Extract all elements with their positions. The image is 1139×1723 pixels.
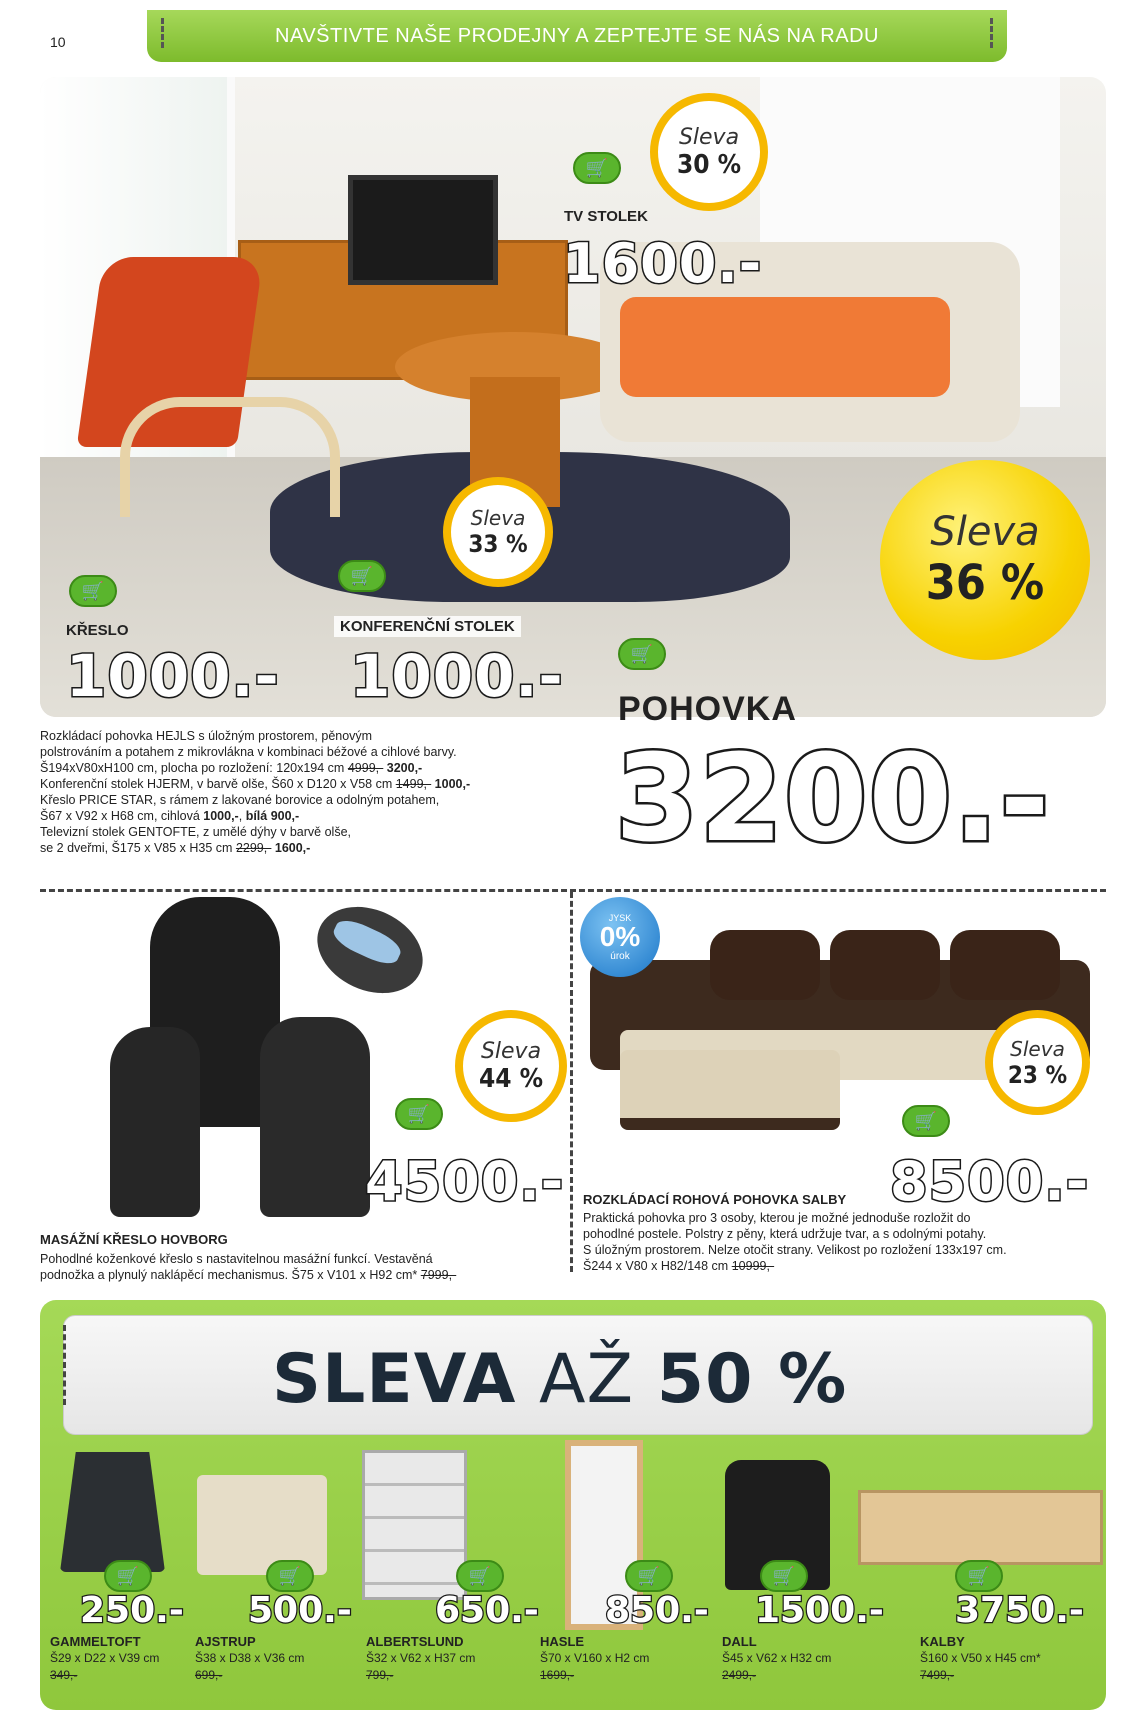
desc-line: se 2 dveřmi, Š175 x V85 x H35 cm 2299,- 1600,-: [40, 841, 311, 855]
old-price: 2299,-: [235, 841, 272, 855]
hovborg-description: [40, 1251, 560, 1283]
trolley-image: [362, 1450, 467, 1600]
sale-item-name: ALBERTSLUND: [366, 1634, 464, 1649]
jysk-zero-interest-badge: [580, 897, 660, 977]
hovborg-title: MASÁŽNÍ KŘESLO HOVBORG: [40, 1232, 228, 1247]
shopping-cart-icon: 🛒: [456, 1560, 504, 1592]
sale-item-dims: Š45 x V62 x H32 cm: [722, 1651, 832, 1665]
sleva-pct: 33 %: [468, 530, 528, 558]
desc-line: pohodlné postele. Polstry z pěny, která udržuje tvar, a s odolnými potahy.: [583, 1227, 987, 1241]
section-divider: [40, 889, 1106, 892]
sale-item-dims: Š160 x V50 x H45 cm*: [920, 1651, 1041, 1665]
new-price: 3200,-: [386, 761, 423, 775]
sale-item-price: 500.-: [248, 1590, 352, 1631]
sale-item-dims: Š29 x D22 x V39 cm: [50, 1651, 160, 1665]
page-number: 10: [50, 34, 66, 50]
tv-stolek-price: 1600.-: [563, 232, 763, 295]
pouf-image: [197, 1475, 327, 1575]
old-price: 4999,-: [347, 761, 384, 775]
hero-description: [40, 728, 560, 856]
desc-line: Rozkládací pohovka HEJLS s úložným prostorem, pěnovým: [40, 729, 373, 743]
desc-line: S úložným prostorem. Nelze otočit strany. Velikost po rozložení 133x197 cm.: [583, 1243, 1007, 1257]
old-price: 10999,-: [731, 1259, 775, 1273]
badge-bot: úrok: [610, 950, 630, 962]
sleva-bubble-table: [443, 477, 553, 587]
sale-item-old-price: 799,-: [366, 1668, 394, 1682]
pohovka-label: POHOVKA: [618, 690, 797, 728]
shopping-cart-icon: 🛒: [902, 1105, 950, 1137]
tv-image: [348, 175, 498, 285]
sale-item-old-price: 1699,-: [540, 1668, 575, 1682]
sleva-bubble-sofa: [880, 460, 1090, 660]
step-stool-image: [60, 1452, 165, 1572]
sleva-label: Sleva: [930, 509, 1040, 555]
sofa-seat: [620, 297, 950, 397]
desc-line: polstrováním a potahem z mikrovlákna v kombinaci béžové a cihlové barvy.: [40, 745, 457, 759]
sale-word: AŽ: [539, 1340, 635, 1419]
salby-title: ROZKLÁDACÍ ROHOVÁ POHOVKA SALBY: [583, 1192, 847, 1207]
sleva-pct: 44 %: [478, 1063, 544, 1094]
sale-dash: [63, 1325, 66, 1405]
sale-item-name: HASLE: [540, 1634, 585, 1649]
hovborg-price: 4500.-: [365, 1150, 565, 1213]
sleva-bubble-salby: [985, 1010, 1090, 1115]
desc-line: Konferenční stolek HJERM, v barvě olše, Š60 x D120 x V58 cm 1499,- 1000,-: [40, 777, 471, 791]
shopping-cart-icon: 🛒: [625, 1560, 673, 1592]
sleva-label: Sleva: [480, 1038, 542, 1064]
sale-word: SLEVA: [272, 1340, 517, 1419]
sleva-bubble-hovborg: [455, 1010, 567, 1122]
shopping-cart-icon: 🛒: [69, 575, 117, 607]
sale-item-price: 250.-: [80, 1590, 184, 1631]
new-price: 1600,-: [274, 841, 311, 855]
sale-word: 50 %: [656, 1340, 848, 1419]
chair-frame: [120, 397, 340, 517]
sleva-pct: 23 %: [1007, 1060, 1068, 1089]
section-divider-vertical: [570, 892, 573, 1272]
sleva-label: Sleva: [678, 124, 740, 150]
sale-item-dims: Š70 x V160 x H2 cm: [540, 1651, 650, 1665]
sale-item-name: AJSTRUP: [195, 1634, 256, 1649]
tv-stolek-label: TV STOLEK: [564, 208, 648, 225]
badge-top: JYSK: [608, 912, 632, 923]
shopping-cart-icon: 🛒: [338, 560, 386, 592]
shopping-cart-icon: 🛒: [955, 1560, 1003, 1592]
desc-line: podnožka a plynulý naklápěcí mechanismus. Š75 x V101 x H92 cm* 7999,-: [40, 1268, 457, 1282]
desc-line: Š194xV80xH100 cm, plocha po rozložení: 120x194 cm 4999,- 3200,-: [40, 761, 423, 775]
new-price: 1000,-: [203, 809, 239, 823]
sale-item-price: 850.-: [605, 1590, 709, 1631]
sale-item-old-price: 699,-: [195, 1668, 223, 1682]
sale-title: [272, 1340, 847, 1419]
desc-line: Televizní stolek GENTOFTE, z umělé dýhy v barvě olše,: [40, 825, 351, 839]
sale-item-dims: Š32 x V62 x H37 cm: [366, 1651, 476, 1665]
sleva-label: Sleva: [470, 506, 526, 530]
desc-line: Š67 x V92 x H68 cm, cihlová 1000,-, bílá 900,-: [40, 809, 300, 823]
desc-line: Praktická pohovka pro 3 osoby, kterou je možné jednoduše rozložit do: [583, 1211, 971, 1225]
tv-bench-image: [858, 1490, 1103, 1565]
shopping-cart-icon: 🛒: [760, 1560, 808, 1592]
sale-item-dims: Š38 x D38 x V36 cm: [195, 1651, 305, 1665]
top-banner: NAVŠTIVTE NAŠE PRODEJNY A ZEPTEJTE SE NÁS NA RADU: [147, 10, 1007, 62]
badge-mid: 0%: [599, 920, 641, 952]
desc-line: Křeslo PRICE STAR, s rámem z lakované borovice a odolným potahem,: [40, 793, 440, 807]
old-price: 7999,-: [420, 1268, 457, 1282]
sale-item-name: GAMMELTOFT: [50, 1634, 141, 1649]
sale-item-price: 3750.-: [955, 1590, 1084, 1631]
sleva-bubble-tv: [650, 93, 768, 211]
shopping-cart-icon: 🛒: [266, 1560, 314, 1592]
konferencni-price: 1000.-: [350, 642, 564, 710]
new-price: 1000,-: [434, 777, 471, 791]
salby-description: [583, 1210, 1103, 1274]
sale-item-old-price: 2499,-: [722, 1668, 757, 1682]
kreslo-price: 1000.-: [66, 642, 280, 710]
sleva-pct: 36 %: [925, 555, 1045, 611]
shopping-cart-icon: 🛒: [395, 1098, 443, 1130]
desc-line: Pohodlné koženkové křeslo s nastavitelnou masážní funkcí. Vestavěná: [40, 1252, 433, 1266]
old-price: 1499,-: [395, 777, 432, 791]
desc-line: Š244 x V80 x H82/148 cm 10999,-: [583, 1259, 775, 1273]
sale-item-name: KALBY: [920, 1634, 965, 1649]
konferencni-label: KONFERENČNÍ STOLEK: [334, 616, 521, 637]
shopping-cart-icon: 🛒: [618, 638, 666, 670]
sleva-label: Sleva: [1010, 1036, 1065, 1061]
shopping-cart-icon: 🛒: [104, 1560, 152, 1592]
sale-item-price: 1500.-: [755, 1590, 884, 1631]
sale-item-old-price: 349,-: [50, 1668, 78, 1682]
sale-item-price: 650.-: [435, 1590, 539, 1631]
sale-item-name: DALL: [722, 1634, 757, 1649]
pohovka-price: 3200.-: [615, 730, 1051, 869]
salby-price: 8500.-: [890, 1150, 1090, 1213]
shopping-cart-icon: 🛒: [573, 152, 621, 184]
sleva-pct: 30 %: [676, 149, 742, 180]
sale-item-old-price: 7499,-: [920, 1668, 955, 1682]
kreslo-label: KŘESLO: [66, 622, 129, 639]
new-price: bílá 900,-: [245, 809, 300, 823]
